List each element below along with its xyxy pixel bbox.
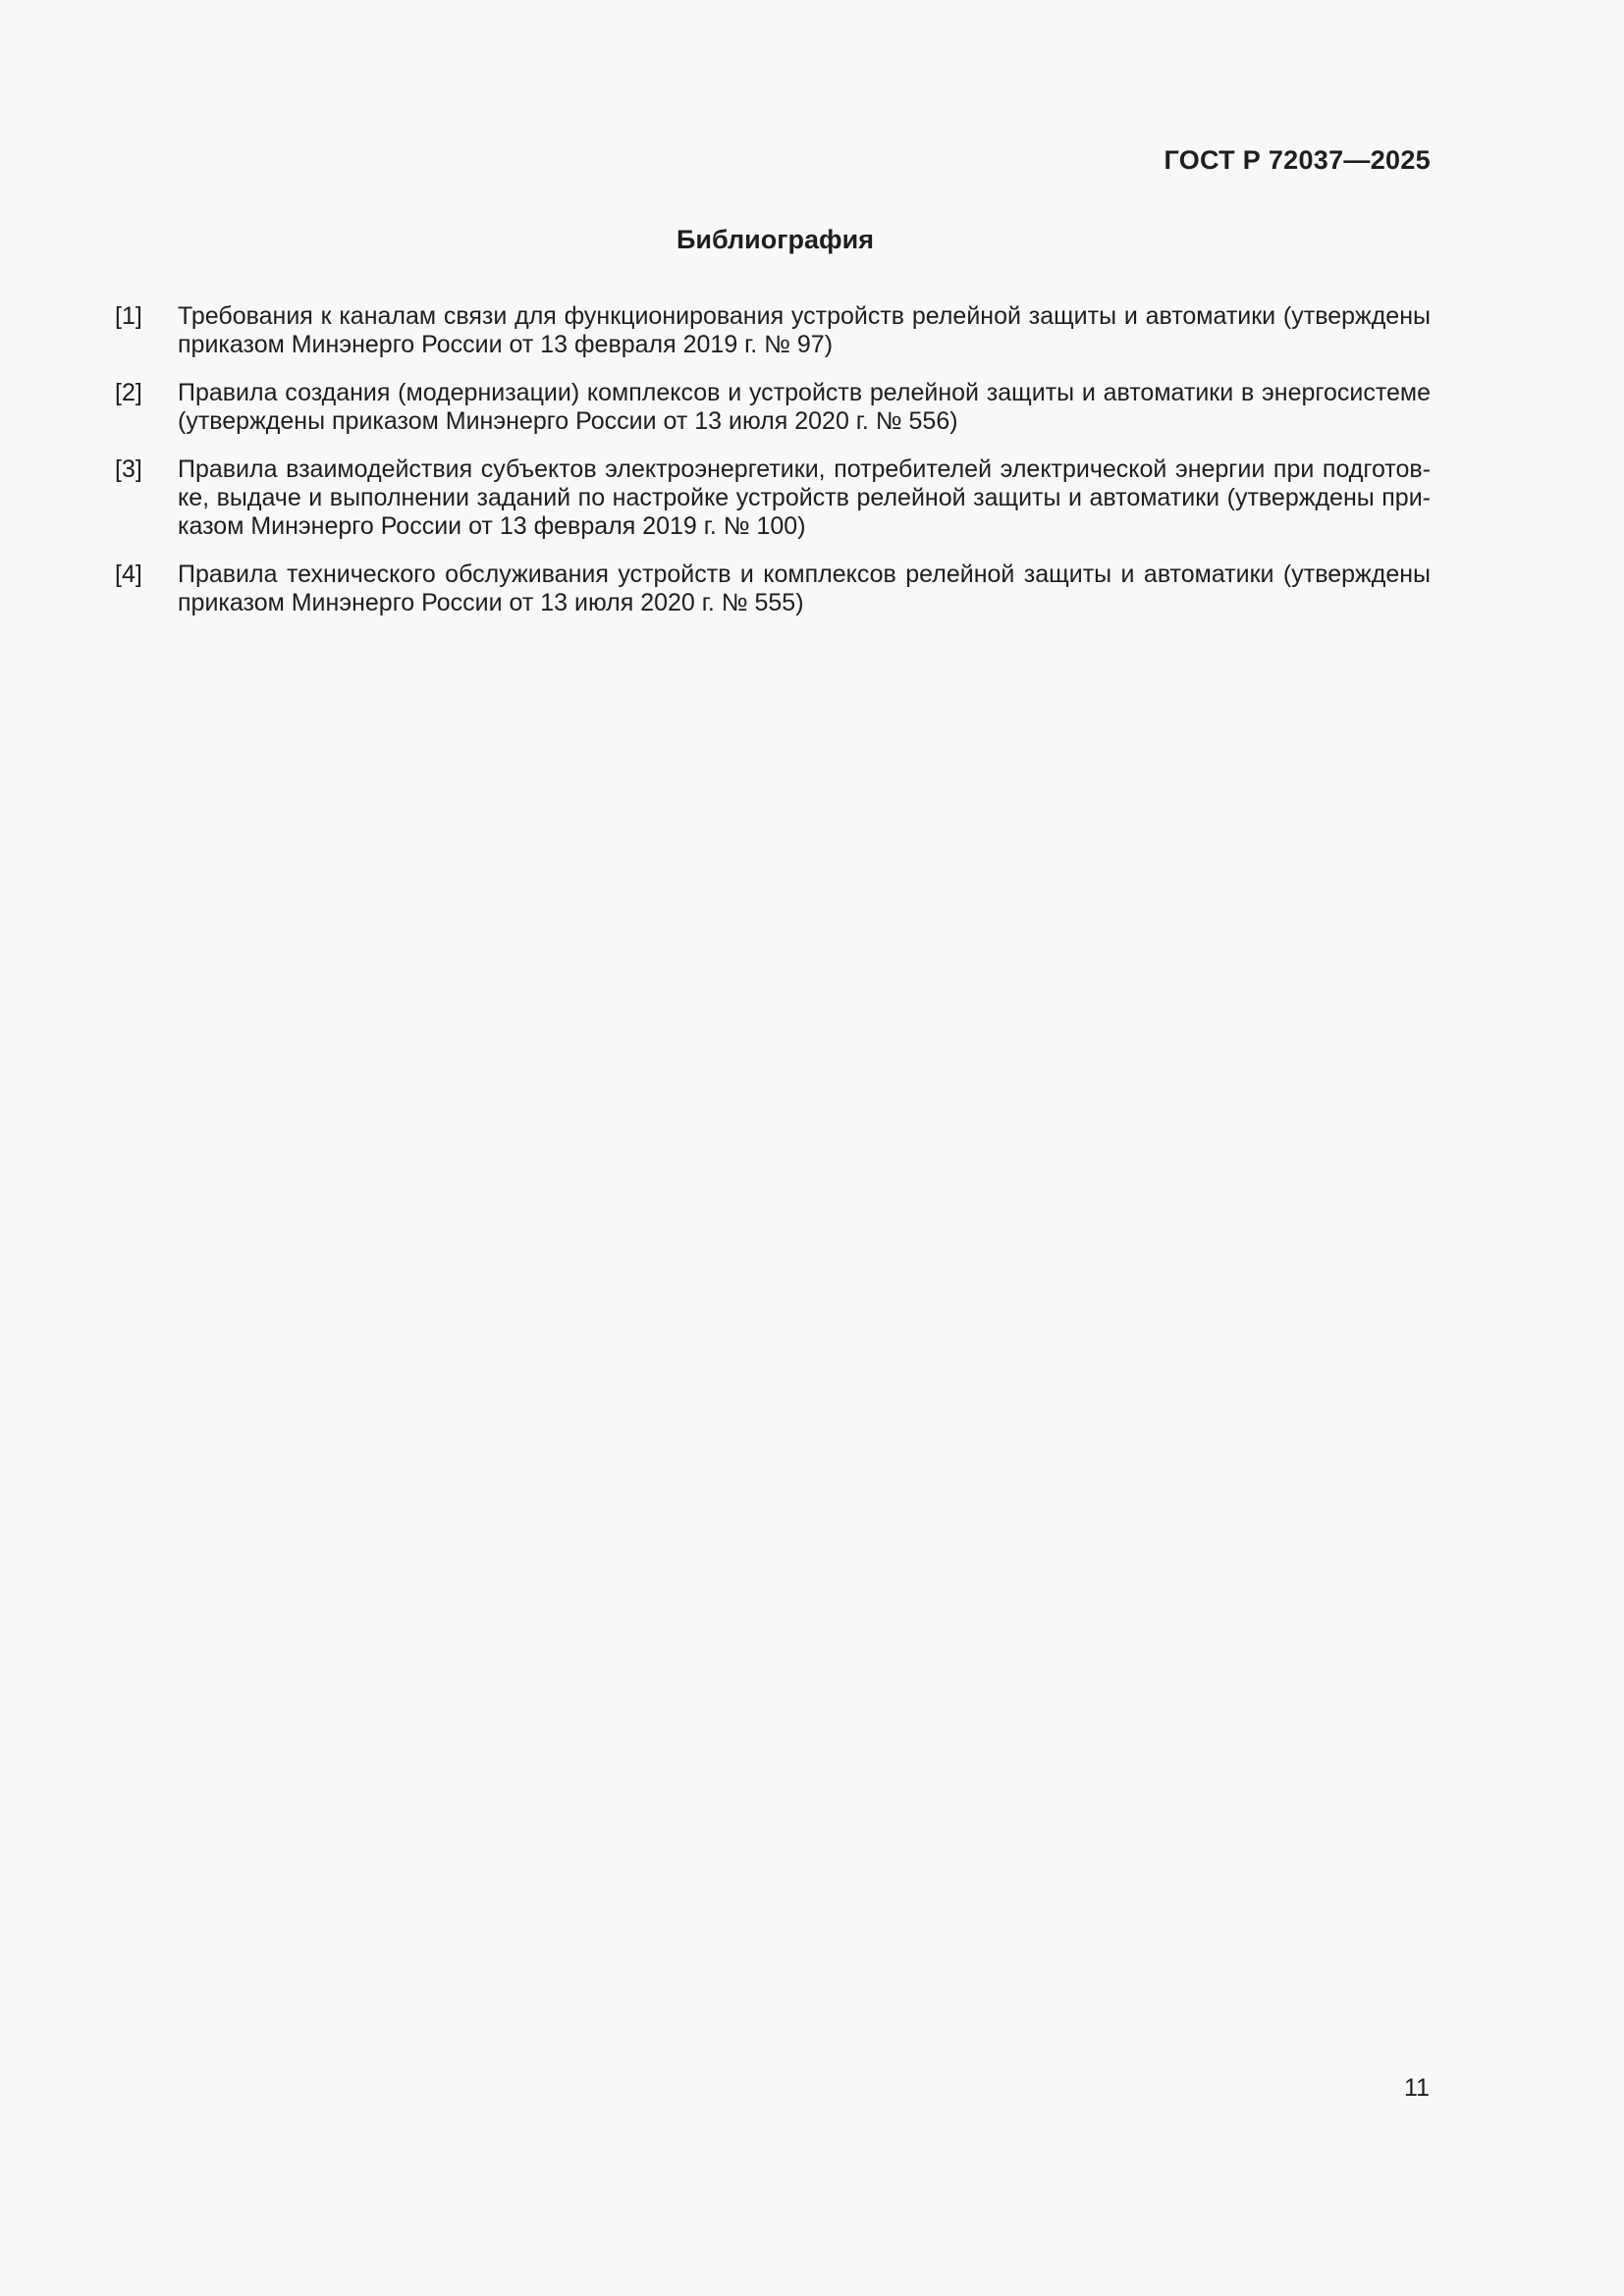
reference-item bbox=[115, 379, 1431, 436]
reference-item bbox=[115, 561, 1431, 617]
reference-text: Требования к каналам связи для функционирования устройств релейной защиты и автоматики (утверждены приказом Минэнерго России от 13 февраля 2019 г. № 97) bbox=[178, 302, 1431, 358]
reference-text: Правила технического обслуживания устройств и комплексов релейной защиты и автоматики (утверждены приказом Минэнерго России от 13 июля 2020 г. № 555) bbox=[178, 561, 1431, 616]
reference-item bbox=[115, 455, 1431, 541]
reference-text: Правила взаимодействия субъектов электроэнергетики, потребителей электрической энергии при подготовке, выдаче и выполнении заданий по настройке устройств релейной защиты и автоматики (утверждены приказом Минэнерго России от 13 февраля 2019 г. № 100) bbox=[178, 455, 1431, 540]
reference-number: [3] bbox=[115, 455, 142, 483]
reference-number: [2] bbox=[115, 379, 142, 406]
reference-item bbox=[115, 302, 1431, 359]
reference-number: [4] bbox=[115, 561, 142, 588]
reference-number: [1] bbox=[115, 302, 142, 330]
bibliography-title: Библиография bbox=[677, 225, 874, 254]
document-code: ГОСТ Р 72037—2025 bbox=[1164, 145, 1431, 175]
reference-text: Правила создания (модернизации) комплексов и устройств релейной защиты и автоматики в энергосистеме (утверждены приказом Минэнерго России от 13 июля 2020 г. № 556) bbox=[178, 379, 1431, 435]
reference-list bbox=[115, 302, 1431, 637]
page-number: 11 bbox=[1404, 2074, 1430, 2102]
